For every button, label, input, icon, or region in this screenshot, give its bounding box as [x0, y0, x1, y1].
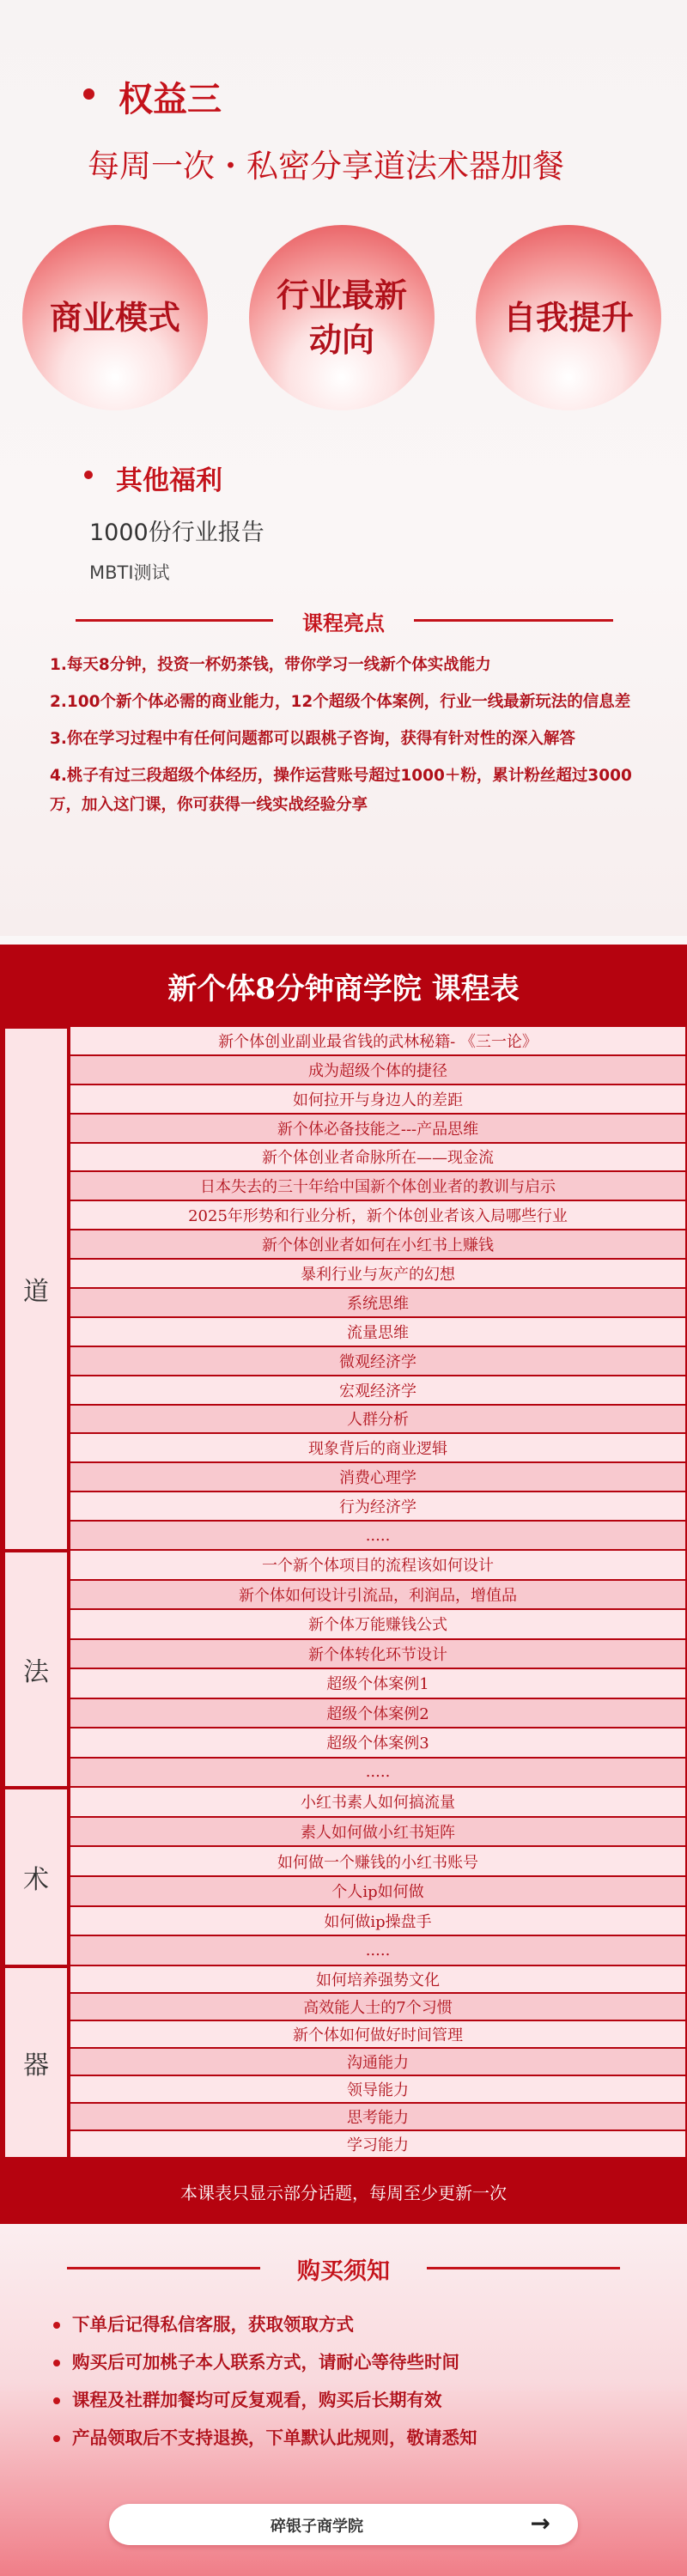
- schedule-title: 新个体8分钟商学院 课程表: [167, 971, 520, 1006]
- bullet-icon: [83, 88, 94, 100]
- schedule-row: 暴利行业与灰产的幻想: [70, 1260, 685, 1289]
- schedule-footer: 本课表只显示部分话题，每周至少更新一次: [180, 2182, 507, 2203]
- schedule-row: 新个体转化环节设计: [70, 1640, 685, 1670]
- schedule-row: 新个体创业副业最省钱的武林秘籍- 《三一论》: [70, 1027, 685, 1056]
- schedule-row: 新个体如何做好时间管理: [70, 2021, 685, 2049]
- purchase-note: [53, 2423, 477, 2449]
- schedule-row: 超级个体案例3: [70, 1728, 685, 1759]
- purchase-note-text: 课程及社群加餐均可反复观看，购买后长期有效: [72, 2390, 442, 2410]
- bullet-icon: [53, 2360, 60, 2366]
- divider-line: [414, 619, 613, 622]
- schedule-row: .....: [70, 1936, 685, 1966]
- divider-line: [67, 2267, 260, 2269]
- circle-self-improvement: [476, 225, 661, 410]
- schedule-row: 宏观经济学: [70, 1376, 685, 1406]
- category-fa: 法: [3, 1551, 69, 1788]
- bullet-icon: [84, 471, 93, 479]
- schedule-row: 超级个体案例1: [70, 1669, 685, 1699]
- purchase-title: 购买须知: [297, 2258, 390, 2285]
- rows-qi: [70, 1966, 685, 2159]
- purchase-note: [53, 2385, 442, 2411]
- category-qi: 器: [3, 1966, 69, 2159]
- rows-fa: [70, 1551, 685, 1788]
- schedule-row: 2025年形势和行业分析，新个体创业者该入局哪些行业: [70, 1201, 685, 1230]
- highlight-item: 2.100个新个体必需的商业能力，12个超级个体案例，行业一线最新玩法的信息差: [50, 693, 631, 711]
- purchase-note: [53, 2348, 459, 2373]
- schedule-row: 如何做一个赚钱的小红书账号: [70, 1847, 685, 1877]
- purchase-note-text: 产品领取后不支持退换，下单默认此规则，敬请悉知: [72, 2427, 477, 2448]
- purchase-note-text: 下单后记得私信客服，获取领取方式: [72, 2314, 354, 2335]
- schedule-row: .....: [70, 1759, 685, 1789]
- schedule-row: 沟通能力: [70, 2049, 685, 2076]
- highlight-item: 4.桃子有过三段超级个体经历，操作运营账号超过1000＋粉，累计粉丝超过3000万，加入这门课，你可获得一线实战经验分享: [50, 767, 632, 814]
- schedule-row: 新个体创业者如何在小红书上赚钱: [70, 1230, 685, 1260]
- bullet-icon: [53, 2322, 60, 2329]
- circle-business-model: [22, 225, 208, 410]
- academy-link-label: 碎银子商学院: [271, 2518, 363, 2536]
- schedule-row: 系统思维: [70, 1289, 685, 1318]
- schedule-row: 素人如何做小红书矩阵: [70, 1818, 685, 1848]
- benefit-subtitle: 每周一次・私密分享道法术器加餐: [88, 148, 564, 185]
- schedule-row: 高效能人士的7个习惯: [70, 1994, 685, 2021]
- highlight-item: 1.每天8分钟，投资一杯奶茶钱，带你学习一线新个体实战能力: [50, 656, 491, 674]
- schedule-row: 日本失去的三十年给中国新个体创业者的教训与启示: [70, 1172, 685, 1201]
- schedule-row: 超级个体案例2: [70, 1699, 685, 1729]
- schedule-row: 人群分析: [70, 1406, 685, 1435]
- schedule-row: 领导能力: [70, 2076, 685, 2104]
- schedule-row: 个人ip如何做: [70, 1877, 685, 1907]
- other-benefit-item: MBTI测试: [89, 562, 170, 583]
- schedule-row: 如何拉开与身边人的差距: [70, 1085, 685, 1115]
- purchase-note: [53, 2310, 354, 2336]
- schedule-row: 思考能力: [70, 2104, 685, 2131]
- schedule-row: 消费心理学: [70, 1463, 685, 1492]
- circle-label: 商业模式: [49, 298, 180, 337]
- bullet-icon: [53, 2435, 60, 2442]
- schedule-table: [0, 945, 687, 2224]
- category-shu: 术: [3, 1788, 69, 1966]
- bullet-icon: [53, 2397, 60, 2404]
- benefits-section: [0, 0, 687, 936]
- schedule-row: 现象背后的商业逻辑: [70, 1434, 685, 1463]
- schedule-row: 新个体如何设计引流品，利润品，增值品: [70, 1581, 685, 1611]
- highlights-title: 课程亮点: [302, 611, 385, 635]
- rows-shu: [70, 1788, 685, 1966]
- schedule-row: 流量思维: [70, 1318, 685, 1347]
- divider-line: [76, 619, 273, 622]
- schedule-row: 新个体必备技能之---产品思维: [70, 1115, 685, 1144]
- circle-label: 行业最新 动向: [276, 276, 407, 359]
- schedule-row: 新个体万能赚钱公式: [70, 1610, 685, 1640]
- highlights-list: [50, 651, 651, 828]
- purchase-notes-section: [0, 2224, 687, 2576]
- schedule-row: 如何培养强势文化: [70, 1966, 685, 1994]
- purchase-note-text: 购买后可加桃子本人联系方式，请耐心等待些时间: [72, 2352, 459, 2372]
- schedule-row: 小红书素人如何搞流量: [70, 1788, 685, 1818]
- schedule-row: 学习能力: [70, 2131, 685, 2159]
- schedule-row: .....: [70, 1522, 685, 1551]
- circle-label: 自我提升: [502, 298, 634, 337]
- benefit-title: 权益三: [119, 80, 222, 119]
- highlight-item: 3.你在学习过程中有任何问题都可以跟桃子咨询，获得有针对性的深入解答: [50, 730, 575, 748]
- schedule-row: 微观经济学: [70, 1347, 685, 1376]
- academy-link-button[interactable]: [109, 2504, 578, 2545]
- schedule-row: 行为经济学: [70, 1492, 685, 1522]
- other-benefit-item: 1000份行业报告: [89, 519, 264, 546]
- schedule-row: 成为超级个体的捷径: [70, 1056, 685, 1085]
- other-benefits-title: 其他福利: [116, 465, 222, 496]
- schedule-row: 新个体创业者命脉所在——现金流: [70, 1144, 685, 1173]
- arrow-right-icon: →: [530, 2509, 550, 2537]
- schedule-row: 如何做ip操盘手: [70, 1907, 685, 1937]
- rows-dao: [70, 1027, 685, 1551]
- schedule-row: 一个新个体项目的流程该如何设计: [70, 1551, 685, 1581]
- category-dao: 道: [3, 1027, 69, 1551]
- divider-line: [427, 2267, 620, 2269]
- circle-industry-trends: [249, 225, 435, 410]
